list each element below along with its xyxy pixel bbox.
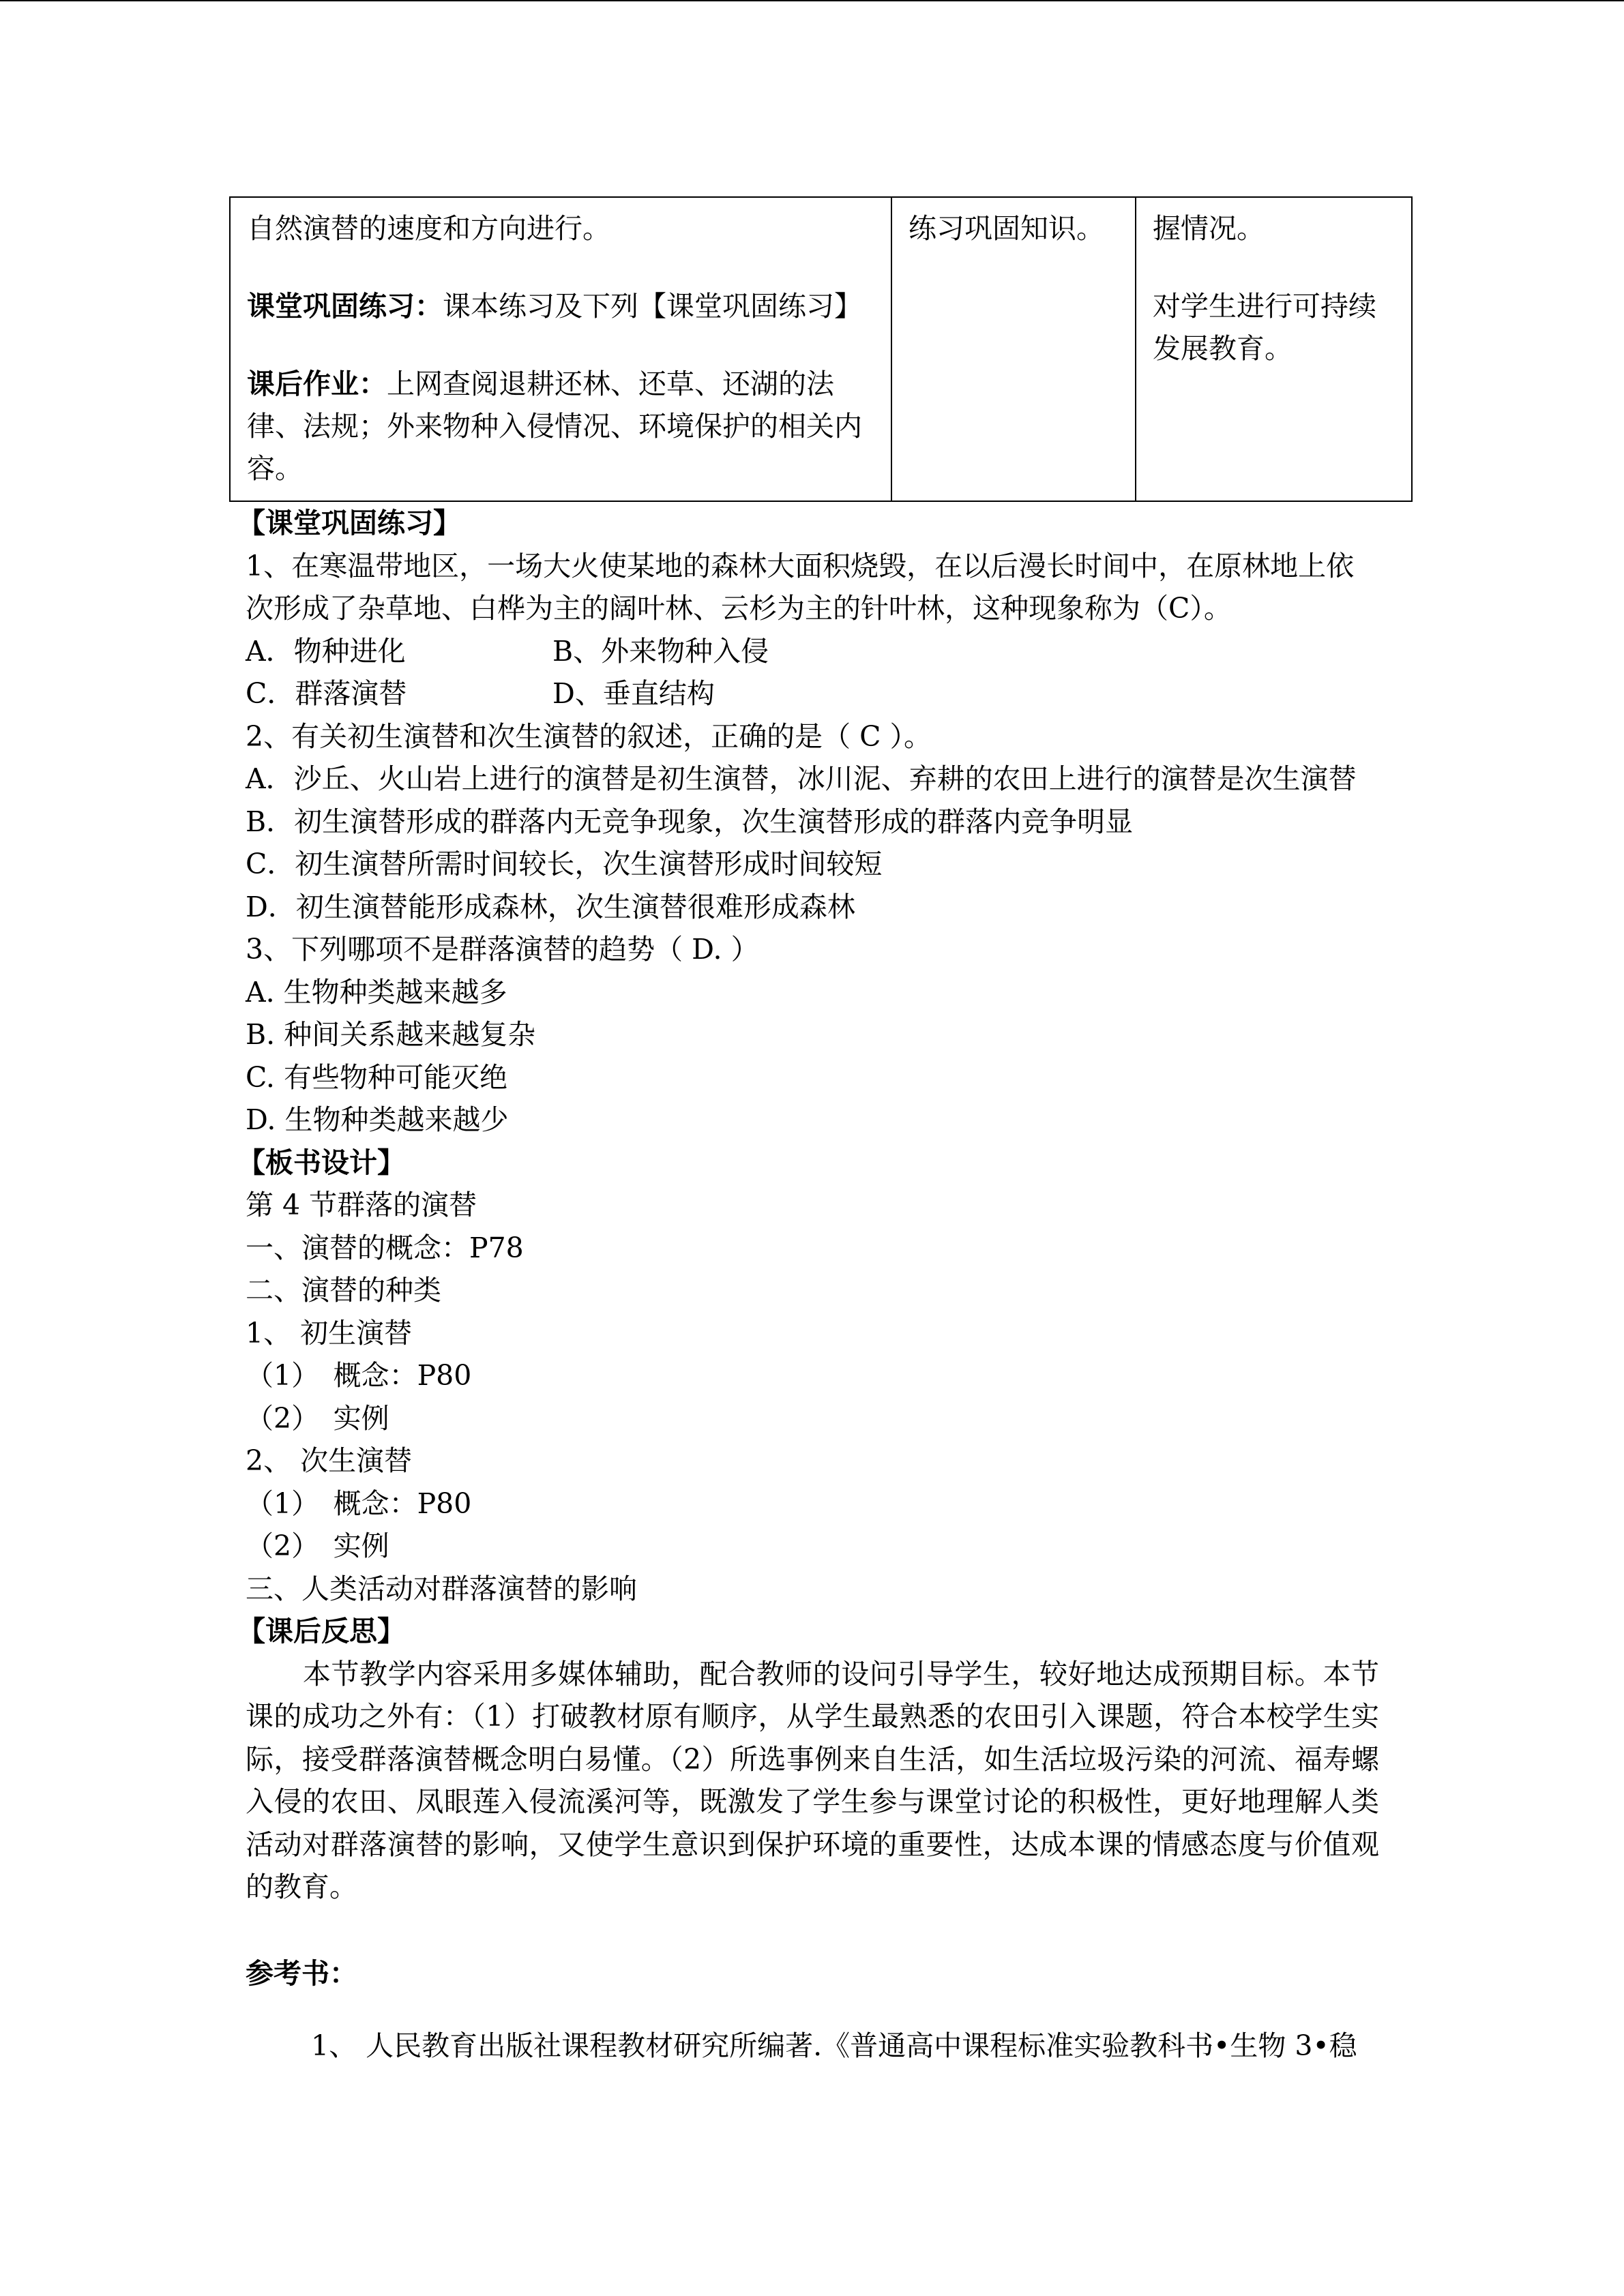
board-line: （2） 实例 — [246, 1401, 389, 1435]
page-top-border — [0, 0, 1624, 1]
reflection-paragraph: 本节教学内容采用多媒体辅助，配合教师的设问引导学生，较好地达成预期目标。本节课的成功之外有：（1）打破教材原有顺序，从学生最熟悉的农田引入课题，符合本校学生实际，接受群落演替概念明白易懂。（2）所选事例来自生活，如生活垃圾污染的河流、福寿螺入侵的农田、凤眼莲入侵流溪河等，既激发了学生参与课堂讨论的积极性，更好地理解人类活动对群落演替的影响，又使学生意识到保护环境的重要性，达成本课的情感态度与价值观的教育。 — [246, 1657, 1379, 1903]
exercise-label: 课堂巩固练习： — [247, 290, 443, 323]
question-1-options-row-2 — [246, 672, 1379, 715]
board-design-heading: 【板书设计】 — [237, 1146, 405, 1179]
process-line: 自然演替的速度和方向进行。 — [247, 212, 610, 245]
question-2-option-b: B．初生演替形成的群落内无竞争现象，次生演替形成的群落内竞争明显 — [246, 805, 1134, 838]
board-line: 2、 次生演替 — [246, 1444, 413, 1477]
question-1-options-row-1 — [246, 630, 1379, 673]
student-activity-text: 练习巩固知识。 — [909, 212, 1104, 245]
teaching-process-cell — [230, 197, 891, 501]
question-1-option-a: A．物种进化 — [246, 634, 406, 668]
homework-label: 课后作业： — [247, 368, 387, 400]
question-1-option-b: B、外来物种入侵 — [552, 634, 769, 668]
design-intent-cell — [1136, 197, 1412, 501]
student-activity-cell — [891, 197, 1136, 501]
homework-line — [247, 363, 874, 490]
board-line: 一、演替的概念：P78 — [246, 1231, 524, 1264]
homework-text: 上网查阅退耕还林、还草、还湖的法律、法规；外来物种入侵情况、环境保护的相关内容。 — [247, 368, 862, 485]
question-1-option-c: C．群落演替 — [246, 677, 407, 710]
design-intent-line1: 握情况。 — [1153, 212, 1265, 245]
question-2-stem: 2、有关初生演替和次生演替的叙述，正确的是（ C ）。 — [246, 719, 932, 753]
question-3-option-b: B. 种间关系越来越复杂 — [246, 1018, 536, 1051]
question-2-option-c: C．初生演替所需时间较长，次生演替形成时间较短 — [246, 848, 883, 880]
exercise-line — [247, 285, 874, 327]
board-line: 二、演替的种类 — [246, 1274, 441, 1307]
table-row — [230, 197, 1412, 501]
question-2-option-a: A．沙丘、火山岩上进行的演替是初生演替，冰川泥、弃耕的农田上进行的演替是次生演替 — [246, 762, 1357, 795]
question-1-option-d: D、垂直结构 — [552, 677, 715, 710]
lesson-plan-table — [229, 196, 1413, 502]
question-3-option-a: A. 生物种类越来越多 — [246, 975, 507, 1009]
question-3-option-c: C. 有些物种可能灭绝 — [246, 1060, 507, 1094]
board-line: 三、人类活动对群落演替的影响 — [246, 1572, 637, 1605]
question-2-option-d: D．初生演替能形成森林，次生演替很难形成森林 — [246, 890, 855, 923]
question-1-stem: 1、在寒温带地区，一场大火使某地的森林大面积烧毁，在以后漫长时间中，在原林地上依次形成了杂草地、白桦为主的阔叶林、云杉为主的针叶林，这种现象称为（C）。 — [246, 549, 1355, 625]
question-3-stem: 3、下列哪项不是群落演替的趋势（ D. ） — [246, 933, 759, 966]
exercises-heading: 【课堂巩固练习】 — [237, 507, 461, 539]
exercise-text: 课本练习及下列【课堂巩固练习】 — [443, 290, 862, 323]
reflection-heading: 【课后反思】 — [237, 1615, 405, 1648]
board-line: （1） 概念：P80 — [246, 1487, 472, 1520]
board-line: 第 4 节群落的演替 — [246, 1189, 477, 1221]
document-page — [237, 196, 1379, 2068]
board-line: 1、 初生演替 — [246, 1316, 413, 1350]
references-heading: 参考书： — [246, 1956, 357, 1990]
board-line: （1） 概念：P80 — [246, 1359, 472, 1392]
reference-item: 1、 人民教育出版社课程教材研究所编著.《普通高中课程标准实验教科书•生物 3•稳 — [311, 2029, 1357, 2062]
question-3-option-d: D. 生物种类越来越少 — [246, 1103, 509, 1136]
design-intent-line2: 对学生进行可持续发展教育。 — [1153, 290, 1376, 365]
board-line: （2） 实例 — [246, 1530, 389, 1562]
